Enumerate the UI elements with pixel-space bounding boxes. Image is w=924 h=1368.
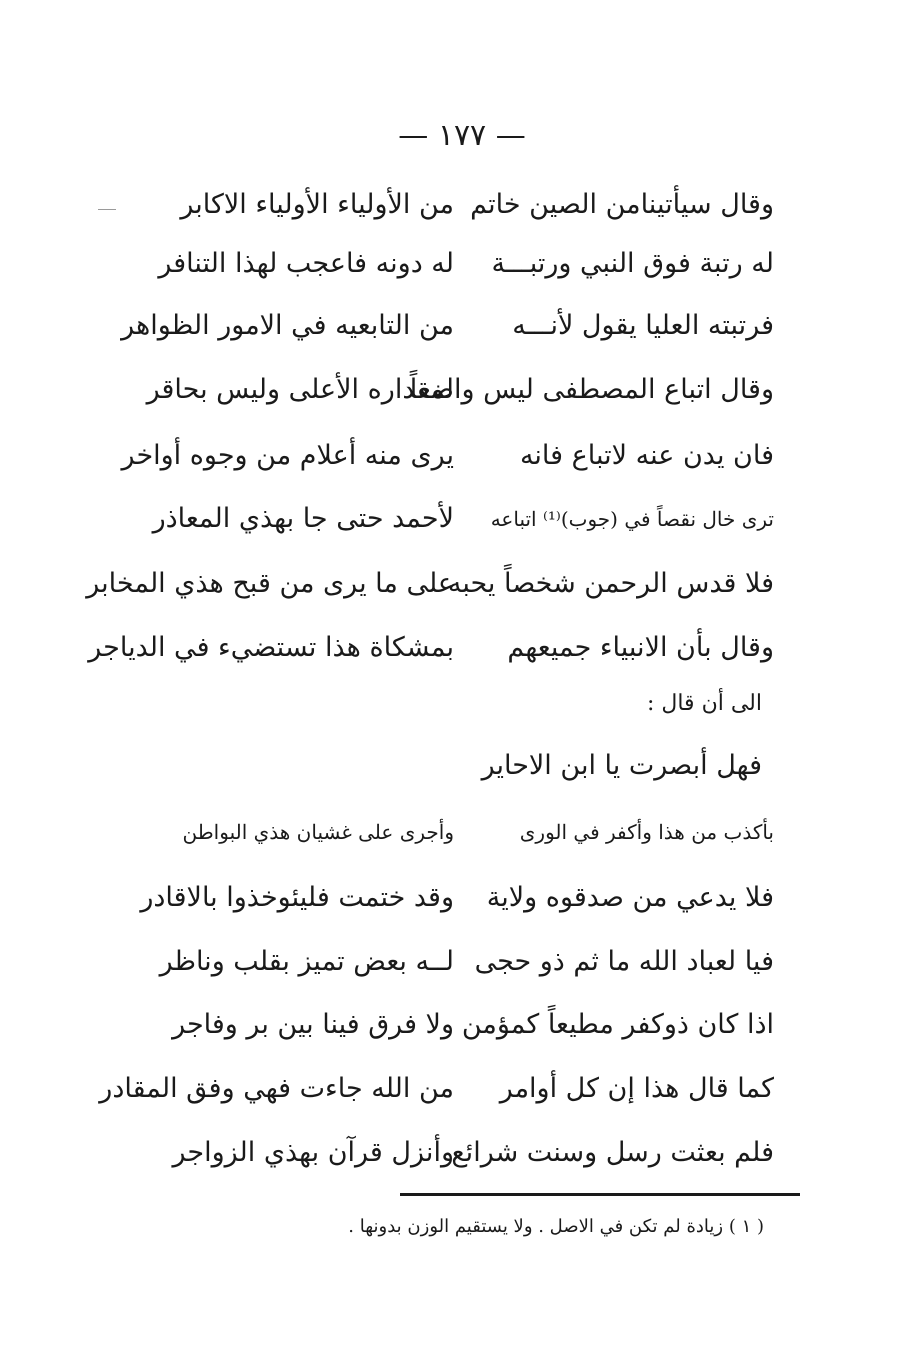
second-hemistich: لمقداره الأعلى وليس بحاقر: [146, 374, 454, 405]
verse-line: [140, 870, 774, 926]
first-hemistich: فرتبته العليا يقول لأنـــه: [512, 310, 774, 341]
first-hemistich: اذا كان ذوكفر مطيعاً كمؤمن: [461, 1009, 774, 1040]
verse-line: [121, 428, 774, 484]
interjection: الى أن قال :: [646, 691, 762, 716]
first-hemistich: وقال بأن الانبياء جميعهم: [507, 632, 774, 663]
second-hemistich: على ما يرى من قبح هذي المخابر: [86, 568, 454, 599]
footnote: ( ١ ) زيادة لم تكن في الاصل . ولا يستقيم الوزن بدونها .: [348, 1216, 764, 1237]
verse-line: [164, 1125, 774, 1181]
verse-line: [164, 177, 774, 233]
first-hemistich: له رتبة فوق النبي ورتبـــة: [491, 248, 774, 279]
verse-line: [86, 556, 774, 612]
second-hemistich: ولا فرق فينا بين بر وفاجر: [172, 1009, 454, 1040]
first-hemistich: وقال سيأتينامن الصين خاتم: [470, 189, 774, 220]
verse-line: [159, 934, 774, 990]
verse-line: [158, 236, 774, 292]
first-hemistich: كما قال هذا إن كل أوامر: [499, 1073, 774, 1104]
second-hemistich: وأنزل قرآن بهذي الزواجر: [172, 1137, 454, 1168]
verse-line: [164, 804, 774, 860]
first-hemistich: فان يدن عنه لاتباع فانه: [519, 440, 774, 471]
first-hemistich: ترى خال نقصاً في (جوب)⁽¹⁾ اتباعه: [490, 507, 774, 531]
verse-line: [121, 298, 774, 354]
first-hemistich: فيا لعباد الله ما ثم ذو حجى: [474, 946, 774, 977]
verse-line: [99, 1061, 774, 1117]
first-hemistich: فلا قدس الرحمن شخصاً يحبه: [447, 568, 774, 599]
footnote-separator: [400, 1193, 800, 1196]
verse-line: [88, 620, 774, 676]
verse-line: [152, 491, 774, 547]
first-hemistich: بأكذب من هذا وأكفر في الورى: [519, 820, 774, 844]
second-hemistich: وأجرى على غشيان هذي البواطن: [182, 820, 454, 844]
first-hemistich: فلم بعثت رسل وسنت شرائع: [451, 1137, 774, 1168]
second-hemistich: من الأولياء الأولياء الاكابر: [180, 189, 454, 220]
margin-mark: [98, 209, 116, 210]
second-hemistich: له دونه فاعجب لهذا التنافر: [158, 248, 454, 279]
first-hemistich: وقال اتباع المصطفى ليس واضعاً: [409, 374, 774, 405]
second-hemistich: وقد ختمت فليئوخذوا بالاقادر: [140, 882, 454, 913]
second-hemistich: بمشكاة هذا تستضيء في الدياجر: [88, 632, 454, 663]
second-hemistich: لأحمد حتى جا بهذي المعاذر: [152, 503, 454, 534]
page-number: — ١٧٧ —: [398, 118, 526, 153]
single-line-verse: فهل أبصرت يا ابن الاحاير: [481, 750, 762, 781]
second-hemistich: من التابعيه في الامور الظواهر: [121, 310, 454, 341]
verse-line: [164, 997, 774, 1053]
second-hemistich: من الله جاءت فهي وفق المقادر: [99, 1073, 454, 1104]
verse-line: [146, 362, 774, 418]
second-hemistich: لــه بعض تميز بقلب وناظر: [159, 946, 454, 977]
second-hemistich: يرى منه أعلام من وجوه أواخر: [121, 440, 454, 471]
first-hemistich: فلا يدعي من صدقوه ولاية: [486, 882, 774, 913]
